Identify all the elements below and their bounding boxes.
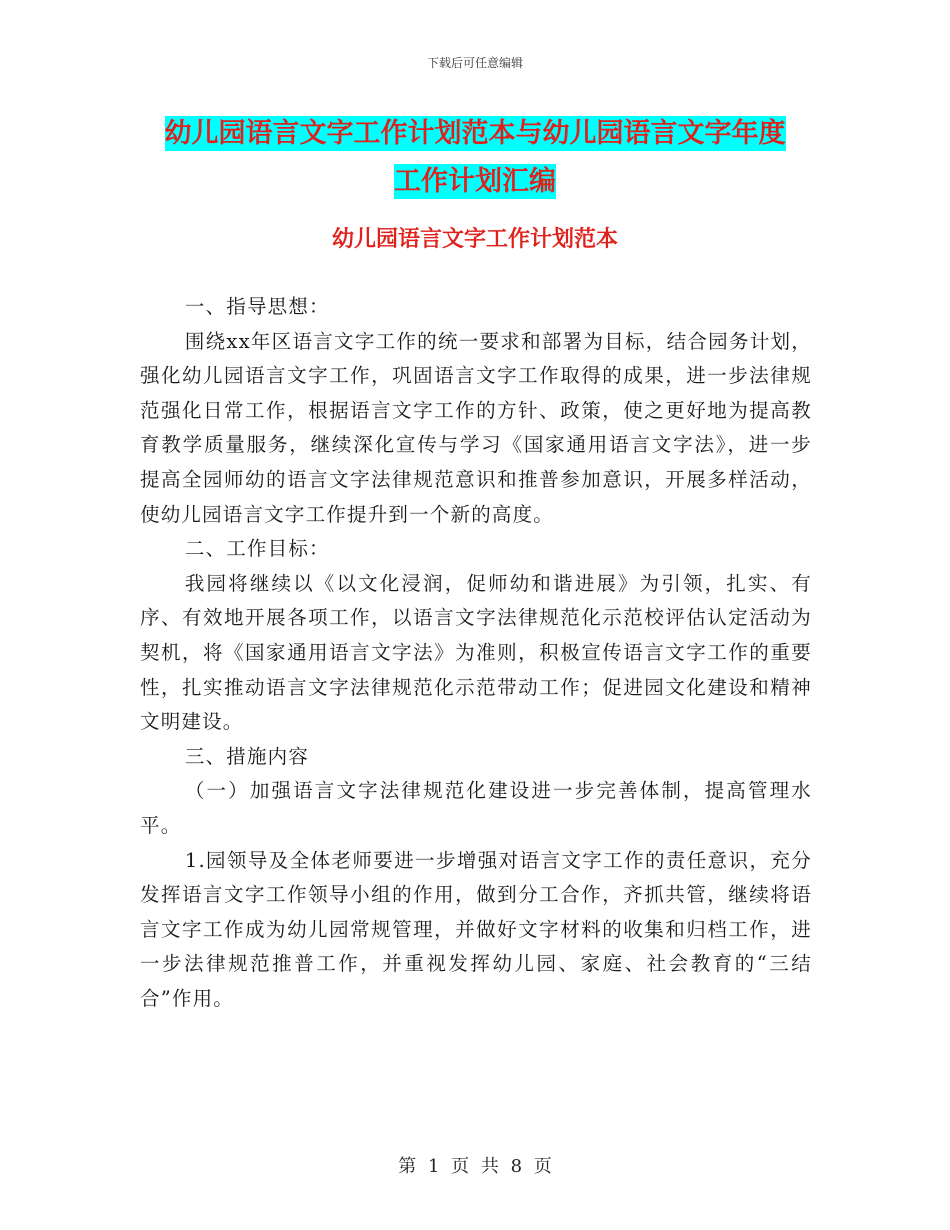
section-title: 幼儿园语言文字工作计划范本 — [331, 227, 618, 252]
document-title-line-2: 工作计划汇编 — [394, 166, 556, 197]
document-title — [140, 110, 810, 206]
document-body — [140, 290, 812, 1016]
page-number: 第 1 页 共 8 页 — [398, 1156, 552, 1177]
document-title-line-1: 幼儿园语言文字工作计划范本与幼儿园语言文字年度 — [164, 118, 786, 149]
paragraph-measure-1: （一）加强语言文字法律规范化建设进一步完善体制，提高管理水平。 — [140, 779, 812, 837]
paragraph-work-goals: 我园将继续以《以文化浸润，促师幼和谐进展》为引领，扎实、有序、有效地开展各项工作，以语言文字法律规范化示范校评估认定活动为契机，将《国家通用语言文字法》为准则，积极宣传语言文字工作的重要性，扎实推动语言文字法律规范化示范带动工作；促进园文化建设和精神文明建设。 — [140, 571, 812, 734]
header-note: 下载后可任意编辑 — [426, 56, 523, 70]
heading-work-goals: 二、工作目标： — [184, 537, 330, 561]
heading-measures: 三、措施内容 — [184, 744, 310, 768]
heading-guiding-ideology: 一、指导思想： — [184, 295, 330, 318]
paragraph-measure-1-item-1: 1.园领导及全体老师要进一步增强对语言文字工作的责任意识，充分发挥语言文字工作领导小组的作用，做到分工合作，齐抓共管，继续将语言文字工作成为幼儿园常规管理，并做好文字材料的收集和归档工作，进一步法律规范推普工作，并重视发挥幼儿园、家庭、社会教育的“三结合”作用。 — [140, 848, 812, 1010]
paragraph-guiding-ideology: 围绕xx年区语言文字工作的统一要求和部署为目标，结合园务计划，强化幼儿园语言文字工作，巩固语言文字工作取得的成果，进一步法律规范强化日常工作，根据语言文字工作的方针、政策，使之更好地为提高教育教学质量服务，继续深化宣传与学习《国家通用语言文字法》，进一步提高全园师幼的语言文字法律规范意识和推普参加意识，开展多样活动，使幼儿园语言文字工作提升到一个新的高度。 — [140, 329, 812, 526]
